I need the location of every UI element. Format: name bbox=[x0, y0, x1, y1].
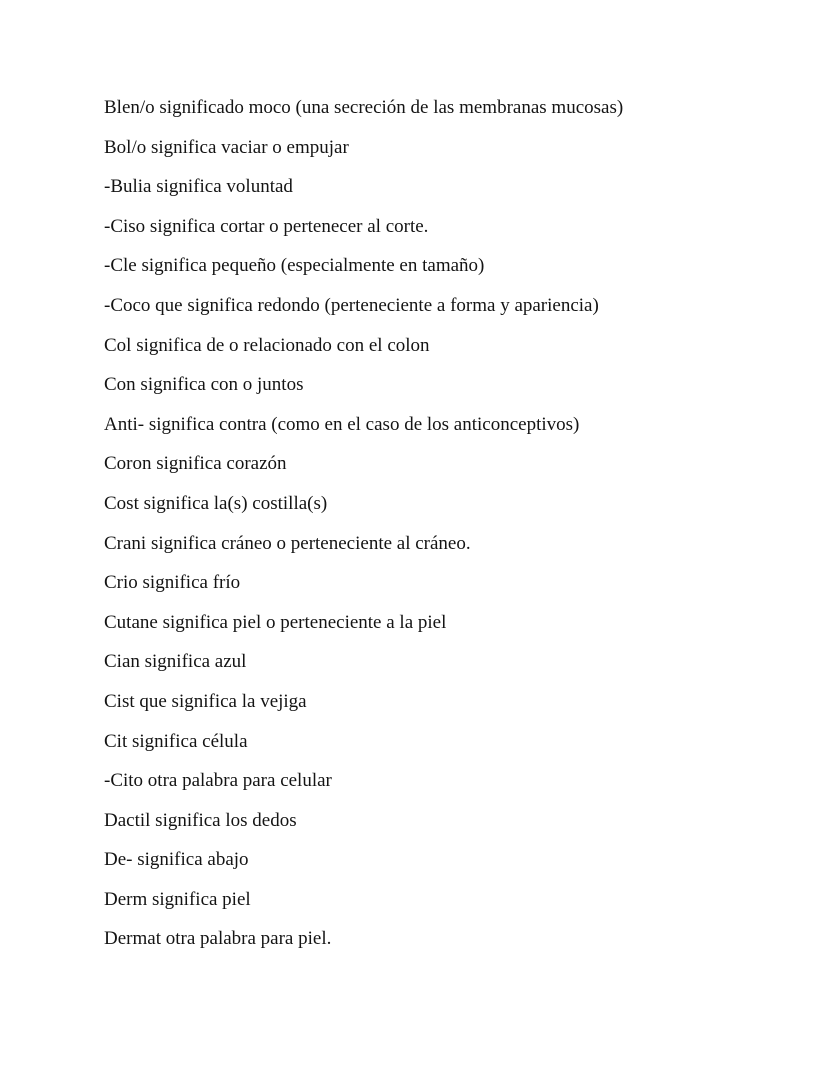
term-line: -Ciso significa cortar o pertenecer al corte. bbox=[104, 215, 429, 237]
term-line: Cist que significa la vejiga bbox=[104, 690, 307, 712]
term-line: -Bulia significa voluntad bbox=[104, 176, 293, 198]
term-line: -Cle significa pequeño (especialmente en tamaño) bbox=[104, 255, 485, 277]
term-line: Cutane significa piel o perteneciente a la piel bbox=[104, 611, 447, 633]
term-line: Con significa con o juntos bbox=[104, 374, 304, 396]
term-line: De- significa abajo bbox=[104, 849, 249, 871]
term-line: Anti- significa contra (como en el caso de los anticonceptivos) bbox=[104, 413, 580, 435]
term-line: Dermat otra palabra para piel. bbox=[104, 928, 332, 950]
term-list bbox=[104, 94, 623, 965]
term-line: Coron significa corazón bbox=[104, 453, 287, 475]
term-line: Cian significa azul bbox=[104, 651, 247, 673]
term-line: Col significa de o relacionado con el colon bbox=[104, 334, 430, 356]
term-line: Crio significa frío bbox=[104, 572, 241, 594]
term-line: Derm significa piel bbox=[104, 888, 251, 910]
term-line: Bol/o significa vaciar o empujar bbox=[104, 136, 349, 158]
term-line: -Coco que significa redondo (perteneciente a forma y apariencia) bbox=[104, 294, 599, 316]
term-line: Dactil significa los dedos bbox=[104, 809, 297, 831]
term-line: Cit significa célula bbox=[104, 730, 248, 752]
term-line: Blen/o significado moco (una secreción de las membranas mucosas) bbox=[104, 97, 624, 118]
term-line: -Cito otra palabra para celular bbox=[104, 770, 332, 792]
term-line: Crani significa cráneo o perteneciente al cráneo. bbox=[104, 532, 471, 554]
term-line: Cost significa la(s) costilla(s) bbox=[104, 492, 328, 514]
